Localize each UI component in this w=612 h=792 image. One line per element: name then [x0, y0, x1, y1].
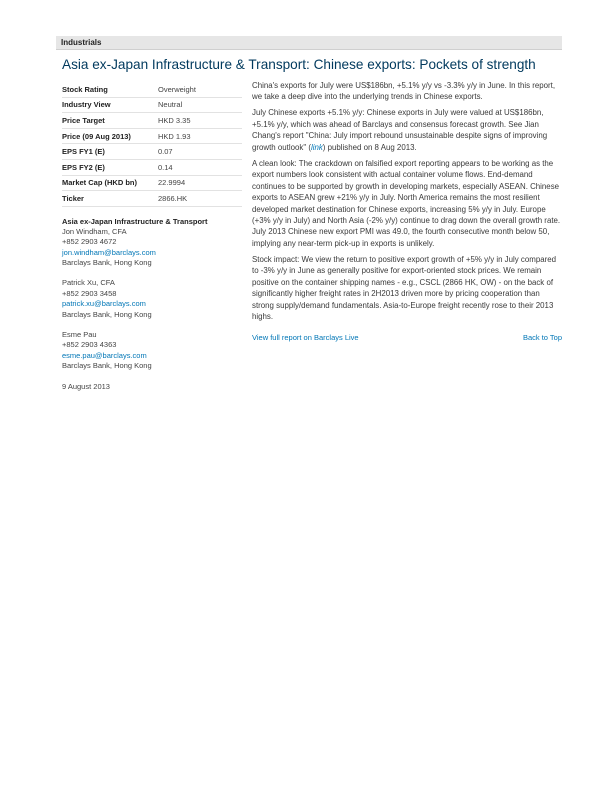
analyst-name: Jon Windham, CFA [62, 226, 127, 236]
analyst-name: Esme Pau [62, 330, 97, 339]
analyst-company: Barclays Bank, Hong Kong [62, 361, 152, 371]
analyst-phone: +852 2903 3458 [62, 288, 117, 298]
report-headline: Asia ex-Japan Infrastructure & Transport: Chinese exports: Pockets of strength [62, 57, 536, 72]
stock-info-label: Industry View [62, 97, 158, 113]
stock-info-label: Price (09 Aug 2013) [62, 128, 158, 144]
stock-info-value: 2866.HK [158, 191, 242, 207]
table-row [62, 82, 242, 97]
analyst-card [62, 227, 242, 269]
analyst-company: Barclays Bank, Hong Kong [62, 309, 152, 319]
section-header: Industrials [56, 36, 562, 50]
table-row [62, 144, 242, 160]
stock-info-value: Neutral [158, 97, 242, 113]
body-paragraph: Stock impact: We view the return to positive export growth of +5% y/y in July compared to -3% y/y in June as generally positive for export-oriented stock prices. We remain positive on the container shipping names - e.g., CSCL (2866 HK, OW) - on the back of significantly higher freight rates in 2H2013 driven more by pricing cooperation than strong supply/demand fundamentals. Asia-to-Europe freight recently rose to their 2013 highs. [252, 254, 556, 322]
stock-info-value: 0.14 [158, 159, 242, 175]
analyst-card [62, 330, 242, 372]
stock-info-value: 22.9994 [158, 175, 242, 191]
back-to-top-link[interactable]: Back to Top [522, 332, 562, 342]
body-paragraph: A clean look: The crackdown on falsified export reporting appears to be working as the export numbers look consistent with actual container volume flows. End-demand continues to be supported by growth in developing markets, especially ASEAN. Chinese exports to ASEAN grew +21% y/y in July. North America remains the most resilient developed market destination for Chinese exports, increasing 5% y/y in July. Europe (+3% y/y in July) and North Asia (-2% y/y) continue to drag down the overall growth rate. July 2013 Chinese new export PMI was 49.0, the fourth consecutive month below 50, implying any near-term pick-up in exports is unlikely. [252, 158, 561, 248]
table-row [62, 128, 242, 144]
analyst-phone: +852 2903 4363 [62, 340, 117, 350]
stock-info-label: Market Cap (HKD bn) [62, 175, 158, 191]
table-row [62, 159, 242, 175]
report-body [252, 80, 562, 342]
stock-info-label: Price Target [62, 113, 158, 129]
body-text: ) published on 8 Aug 2013. [322, 142, 417, 152]
table-row [62, 113, 242, 129]
table-row [62, 97, 242, 113]
analyst-name: Patrick Xu, CFA [62, 278, 115, 288]
analyst-company: Barclays Bank, Hong Kong [62, 257, 152, 267]
report-date: 9 August 2013 [62, 381, 110, 391]
stock-info-table [62, 82, 242, 207]
stock-info-value: HKD 3.35 [158, 113, 242, 129]
left-sidebar [62, 82, 242, 391]
analyst-email-link[interactable]: patrick.xu@barclays.com [62, 299, 146, 309]
report-link[interactable]: link [310, 142, 323, 152]
stock-info-value: HKD 1.93 [158, 128, 242, 144]
body-paragraph [252, 107, 562, 153]
view-full-report-link[interactable]: View full report on Barclays Live [252, 332, 359, 342]
body-paragraph: China's exports for July were US$186bn, +5.1% y/y vs -3.3% y/y in June. In this report, we take a deep dive into the underlying trends in Chinese exports. [252, 81, 556, 102]
analyst-email-link[interactable]: jon.windham@barclays.com [62, 247, 156, 257]
footer-links [252, 333, 562, 342]
stock-info-label: Ticker [62, 191, 158, 207]
body-text: July Chinese exports +5.1% y/y: Chinese exports in July were valued at US$186bn, +5.1% y/y, which was ahead of Barclays and consensus forecast growth. See Jian Chang's report "China: July import rebound unsustainable despite signs of improving growth outlook" ( [252, 108, 548, 152]
stock-info-label: EPS FY2 (E) [62, 159, 158, 175]
analyst-team-title: Asia ex-Japan Infrastructure & Transport [62, 216, 208, 226]
table-row [62, 175, 242, 191]
table-row [62, 191, 242, 207]
stock-info-label: Stock Rating [62, 82, 158, 97]
stock-info-value: Overweight [158, 82, 242, 97]
analyst-email-link[interactable]: esme.pau@barclays.com [62, 350, 147, 360]
stock-info-value: 0.07 [158, 144, 242, 160]
analyst-phone: +852 2903 4672 [62, 237, 117, 247]
analyst-card [62, 278, 242, 320]
stock-info-label: EPS FY1 (E) [62, 144, 158, 160]
